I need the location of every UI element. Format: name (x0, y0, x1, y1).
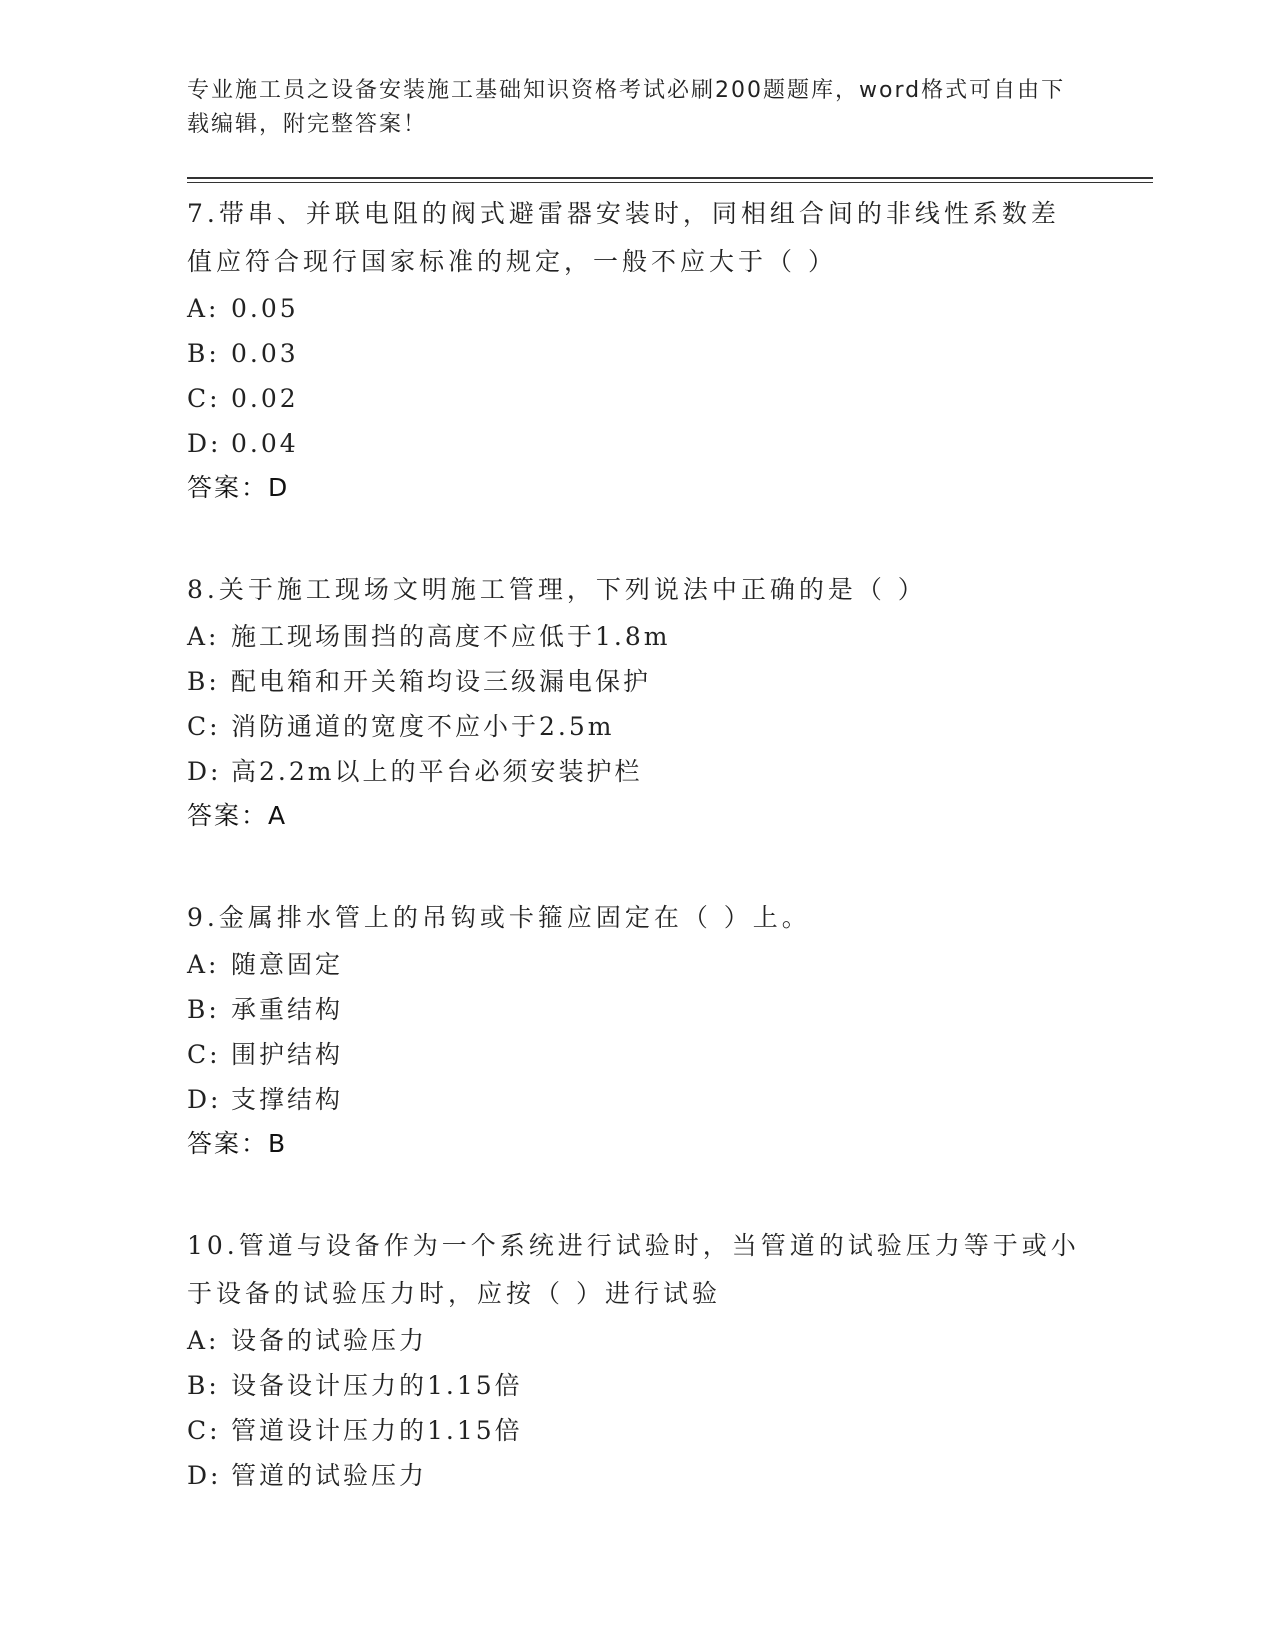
question-8 (187, 566, 1087, 838)
question-9 (187, 894, 1087, 1166)
question-stem: 9.金属排水管上的吊钩或卡箍应固定在（ ）上。 (187, 903, 811, 932)
option-text: 围护结构 (231, 1040, 344, 1069)
option-b (187, 1363, 1087, 1408)
option-d (187, 421, 1087, 466)
option-c (187, 376, 1087, 421)
option-key: C: (187, 1040, 221, 1069)
option-key: A: (187, 294, 220, 323)
option-text: 0.03 (231, 339, 299, 368)
option-key: B: (187, 667, 220, 696)
option-a (187, 1318, 1087, 1363)
option-b (187, 659, 1087, 704)
option-text: 0.02 (231, 384, 299, 413)
question-10 (187, 1222, 1087, 1498)
option-c (187, 1032, 1087, 1077)
option-key: C: (187, 384, 221, 413)
option-key: C: (187, 712, 221, 741)
option-text: 施工现场围挡的高度不应低于1.8m (231, 622, 671, 651)
question-spacer (187, 838, 1087, 894)
option-key: A: (187, 1326, 220, 1355)
option-key: B: (187, 1371, 220, 1400)
option-text: 随意固定 (231, 950, 344, 979)
option-text: 设备的试验压力 (231, 1326, 428, 1355)
answer-line: 答案：D (187, 473, 290, 502)
option-text: 管道设计压力的1.15倍 (231, 1416, 523, 1445)
option-key: B: (187, 339, 220, 368)
option-a (187, 942, 1087, 987)
option-text: 消防通道的宽度不应小于2.5m (231, 712, 615, 741)
option-text: 配电箱和开关箱均设三级漏电保护 (231, 667, 652, 696)
option-b (187, 331, 1087, 376)
option-key: B: (187, 995, 220, 1024)
option-key: A: (187, 622, 220, 651)
document-header: 专业施工员之设备安装施工基础知识资格考试必刷200题题库，word格式可自由下载编辑，附完整答案！ (187, 78, 1066, 137)
question-stem: 7.带串、并联电阻的阀式避雷器安装时，同相组合间的非线性系数差值应符合现行国家标准的规定，一般不应大于（ ） (187, 199, 1060, 276)
option-text: 管道的试验压力 (231, 1461, 428, 1490)
option-key: D: (187, 1461, 222, 1490)
answer-line: 答案：A (187, 801, 288, 830)
option-text: 设备设计压力的1.15倍 (231, 1371, 523, 1400)
option-key: D: (187, 429, 222, 458)
answer-line: 答案：B (187, 1129, 288, 1158)
question-7 (187, 190, 1087, 510)
option-d (187, 1077, 1087, 1122)
option-text: 0.05 (231, 294, 299, 323)
question-stem: 8.关于施工现场文明施工管理，下列说法中正确的是（ ） (187, 575, 927, 604)
option-text: 承重结构 (231, 995, 344, 1024)
option-a (187, 614, 1087, 659)
option-d (187, 749, 1087, 794)
question-spacer (187, 1166, 1087, 1222)
question-list (187, 190, 1087, 1498)
option-text: 支撑结构 (231, 1085, 344, 1114)
option-c (187, 1408, 1087, 1453)
question-stem: 10.管道与设备作为一个系统进行试验时，当管道的试验压力等于或小于设备的试验压力时，应按（ ）进行试验 (187, 1231, 1080, 1308)
option-key: D: (187, 1085, 222, 1114)
option-key: C: (187, 1416, 221, 1445)
header-divider-thin (187, 182, 1153, 183)
header-divider-thick (187, 177, 1153, 179)
option-text: 0.04 (231, 429, 299, 458)
option-a (187, 286, 1087, 331)
option-key: D: (187, 757, 222, 786)
option-d (187, 1453, 1087, 1498)
question-spacer (187, 510, 1087, 566)
option-key: A: (187, 950, 220, 979)
option-text: 高2.2m以上的平台必须安装护栏 (231, 757, 643, 786)
option-b (187, 987, 1087, 1032)
option-c (187, 704, 1087, 749)
